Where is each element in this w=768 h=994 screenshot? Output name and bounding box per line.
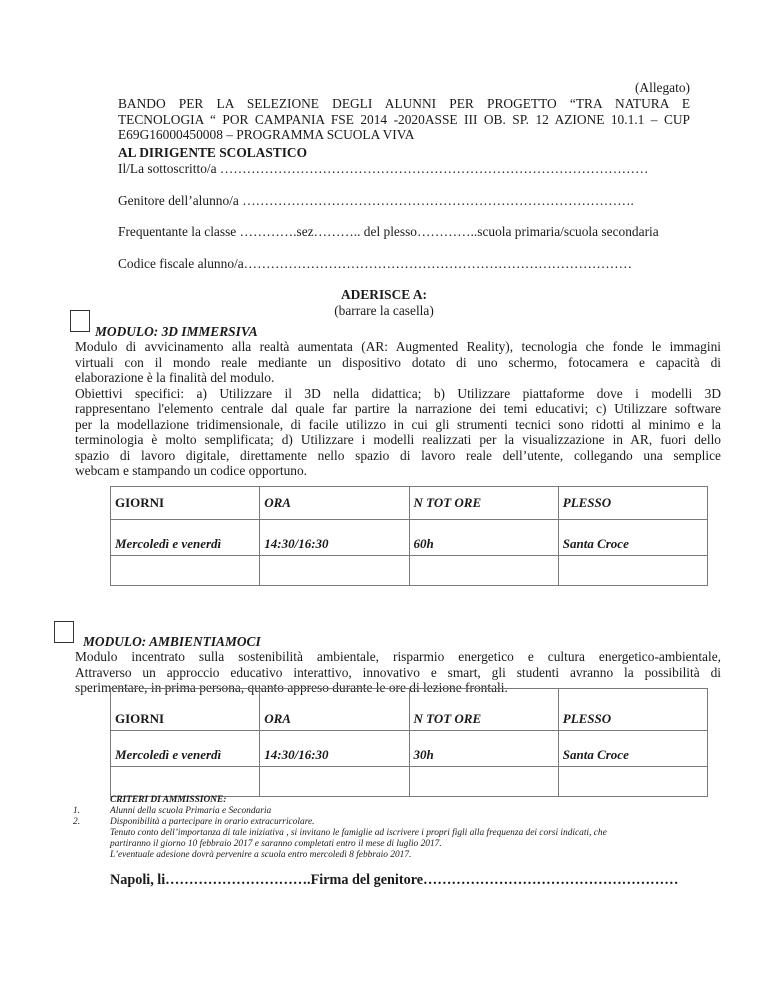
cell-empty[interactable] xyxy=(558,556,707,586)
description-line: webcam e stampando un codice opportuno. xyxy=(75,463,308,478)
recipient-heading: AL DIRIGENTE SCOLASTICO xyxy=(118,145,308,160)
module-ambientiamoci-checkbox[interactable] xyxy=(54,621,74,643)
module-description xyxy=(75,339,721,479)
bando-title xyxy=(118,96,690,143)
bando-title-line: BANDO PER LA SELEZIONE DEGLI ALUNNI PER PROGETTO “TRA NATURA E xyxy=(118,96,690,111)
header-giorni: GIORNI xyxy=(111,689,260,731)
allegato-label: (Allegato) xyxy=(634,80,690,95)
frequentante-field[interactable]: Frequentante la classe ………….sez……….. del plesso…………..scuola primaria/scuola secondaria xyxy=(118,224,659,239)
criteri-item-text: Alunni della scuola Primaria e Secondaria xyxy=(110,806,272,816)
description-line: per la modellazione tridimensionale, di facile utilizzo in cui gli strumenti tecnici sono ridotti al minimo e la xyxy=(75,416,721,432)
description-line: rappresentano l'elemento centrale dal quale far partire la narrazione dei temi educativi; c) Utilizzare software xyxy=(75,401,721,416)
description-line: Modulo di avvicinamento alla realtà aumentata (AR: Augmented Reality), tecnologia che fonde le immagini xyxy=(75,339,721,354)
criteri-note-line: Tenuto conto dell’importanza di tale iniziativa , si invitano le famiglie ad iscrivere i propri figli alla frequenza dei corsi indicati, che xyxy=(110,828,607,838)
module-schedule-table xyxy=(110,688,708,797)
description-line: terminologia è molto semplificata; d) Utilizzare i modelli realizzati per la visualizzazione in AR, fuori dello xyxy=(75,432,721,447)
table-row xyxy=(111,556,708,586)
table-header-row xyxy=(111,487,708,520)
description-line: Attraverso un approccio educativo interattivo, innovativo e smart, gli studenti avranno la possibilità di xyxy=(75,664,721,680)
cell-empty[interactable] xyxy=(111,556,260,586)
module-schedule-table xyxy=(110,486,708,586)
description-line: sperimentare, in prima persona, quanto appreso durante le ore di lezione frontali. xyxy=(75,680,508,695)
header-ora: ORA xyxy=(260,487,409,520)
criteri-item-number: 1. xyxy=(73,806,81,816)
cell-giorni: Mercoledì e venerdì xyxy=(111,520,260,556)
cell-plesso: Santa Croce xyxy=(558,520,707,556)
description-line: spazio di lavoro digitale, direttamente nello spazio di lavoro reale dell’utente, collegando una semplice xyxy=(75,447,721,463)
bando-title-line: TECNOLOGIA “ POR CAMPANIA FSE 2014 -2020ASSE III OB. SP. 12 AZIONE 10.1.1 – CUP xyxy=(118,111,690,127)
table-row xyxy=(111,731,708,767)
header-plesso: PLESSO xyxy=(558,689,707,731)
sottoscritto-field[interactable]: Il/La sottoscritto/a …………………………………………………………………………………… xyxy=(118,161,649,176)
aderisce-instruction: (barrare la casella) xyxy=(334,303,434,318)
description-line: virtuali con il mondo reale mediante un dispositivo dotato di uno schermo, fotocamera e capacità di xyxy=(75,354,721,370)
header-n-tot-ore: N TOT ORE xyxy=(409,689,558,731)
table-header-row xyxy=(111,689,708,731)
module-title: MODULO: AMBIENTIAMOCI xyxy=(83,634,261,649)
cell-plesso: Santa Croce xyxy=(558,731,707,767)
cell-empty[interactable] xyxy=(409,767,558,797)
module-3d-immersiva-checkbox[interactable] xyxy=(70,310,90,332)
cell-giorni: Mercoledì e venerdì xyxy=(111,731,260,767)
header-ora: ORA xyxy=(260,689,409,731)
description-line: elaborazione è la finalità del modulo. xyxy=(75,370,275,385)
bando-title-line: E69G16000450008 – PROGRAMMA SCUOLA VIVA xyxy=(118,127,415,142)
table-row xyxy=(111,520,708,556)
cell-empty[interactable] xyxy=(260,767,409,797)
cell-n-tot-ore: 60h xyxy=(409,520,558,556)
criteri-note-line: partiranno il giorno 10 febbraio 2017 e saranno completati entro il mese di luglio 2017. xyxy=(110,839,442,849)
cell-empty[interactable] xyxy=(111,767,260,797)
cell-n-tot-ore: 30h xyxy=(409,731,558,767)
header-n-tot-ore: N TOT ORE xyxy=(409,487,558,520)
genitore-field[interactable]: Genitore dell’alunno/a ……………………………………………………………………………. xyxy=(118,193,634,208)
header-giorni: GIORNI xyxy=(111,487,260,520)
cell-empty[interactable] xyxy=(409,556,558,586)
signature-line[interactable]: Napoli, li………………………….Firma del genitore……………………………………………… xyxy=(110,872,679,888)
description-line: Modulo incentrato sulla sostenibilità ambientale, risparmio energetico e cultura energetico-ambientale, xyxy=(75,649,721,664)
cell-ora: 14:30/16:30 xyxy=(260,731,409,767)
criteri-note-line: L’eventuale adesione dovrà pervenire a scuola entro mercoledì 8 febbraio 2017. xyxy=(110,850,412,860)
aderisce-heading: ADERISCE A: xyxy=(341,287,427,302)
criteri-title: CRITERI DI AMMISSIONE: xyxy=(110,795,227,805)
module-title: MODULO: 3D IMMERSIVA xyxy=(95,324,258,339)
codice-fiscale-field[interactable]: Codice fiscale alunno/a…………………………………………………………………………… xyxy=(118,256,633,271)
cell-empty[interactable] xyxy=(558,767,707,797)
table-row xyxy=(111,767,708,797)
description-line: Obiettivi specifici: a) Utilizzare il 3D nella didattica; b) Utilizzare piattaforme dove i modelli 3D xyxy=(75,385,721,401)
criteri-item-number: 2. xyxy=(73,817,81,827)
cell-empty[interactable] xyxy=(260,556,409,586)
cell-ora: 14:30/16:30 xyxy=(260,520,409,556)
header-plesso: PLESSO xyxy=(558,487,707,520)
criteri-item-text: Disponibilità a partecipare in orario extracurricolare. xyxy=(110,817,315,827)
